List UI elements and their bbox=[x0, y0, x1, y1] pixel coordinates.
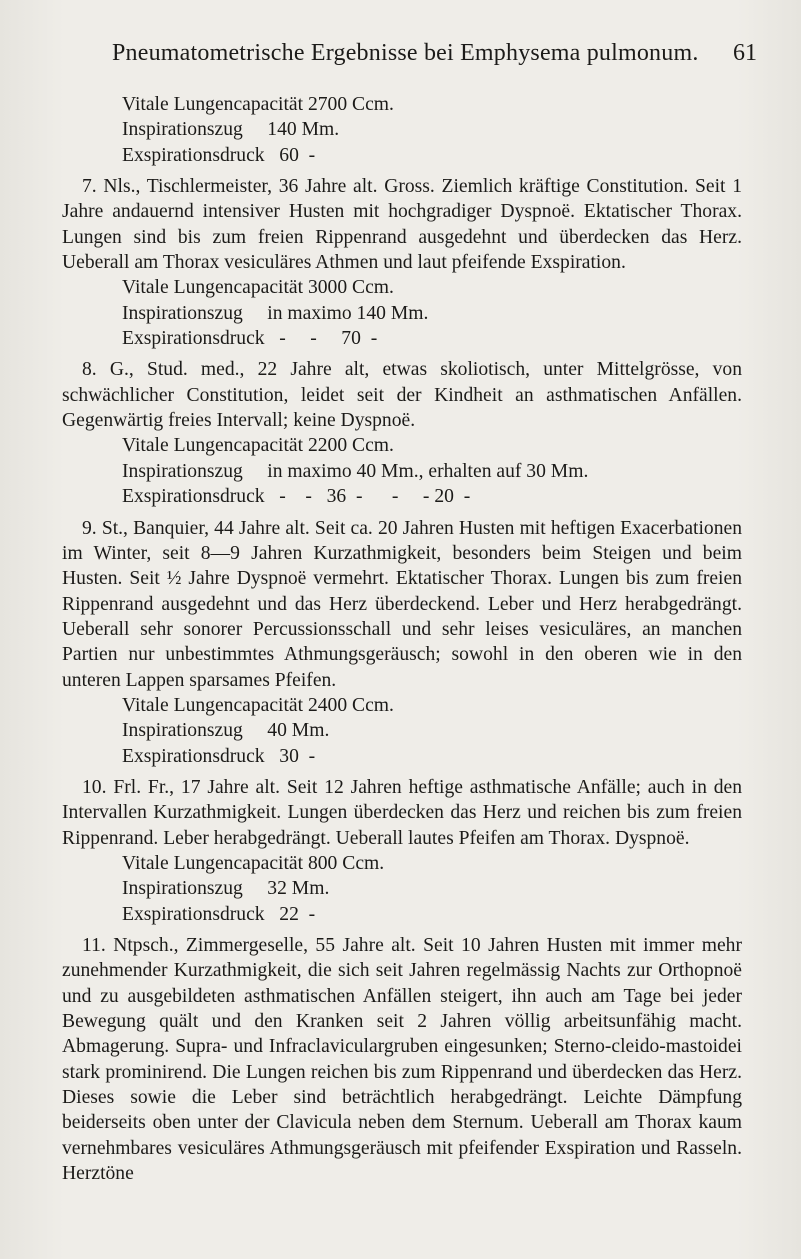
case7-inspiration: Inspirationszug in maximo 140 Mm. bbox=[122, 302, 429, 324]
case11-paragraph: 11. Ntpsch., Zimmergeselle, 55 Jahre alt. Seit 10 Jahren Husten mit immer mehr zunehmender Kurzathmigkeit, die sich seit Jahren regelmässig Nachts zur Orthopnoë und zu ausgebildeten asthmatischen Anfällen steigert, ihn auch am Tage bei jeder Bewegung quält und den Kranken seit 2 Jahren völlig arbeitsunfähig macht. Abmagerung. Supra- und Infraclaviculargruben eingesunken; Sterno-cleido-mastoidei stark prominirend. Die Lungen reichen bis zum Rippenrand und überdecken das Herz. Dieses sowie die Leber sind beträchtlich herabgedrängt. Leichte Dämpfung beiderseits oben unter der Clavicula neben dem Sternum. Ueberall am Thorax kaum vernehmbares vesiculäres Athmungsgeräusch mit pfeifender Exspiration und Rasseln. Herztöne bbox=[62, 935, 742, 1185]
case9-vital-capacity: Vitale Lungencapacität 2400 Ccm. bbox=[122, 694, 394, 716]
case8-paragraph: 8. G., Stud. med., 22 Jahre alt, etwas skoliotisch, unter Mittelgrösse, von schwächlicher Constitution, leidet seit der Kindheit an asthmatischen Anfällen. Gegenwärtig freies Intervall; keine Dyspnoë. bbox=[62, 359, 742, 432]
case10-expiration: Exspirationsdruck 22 - bbox=[122, 903, 316, 925]
case8-vital-capacity: Vitale Lungencapacität 2200 Ccm. bbox=[122, 435, 394, 457]
running-header bbox=[112, 40, 757, 72]
case10-vital-capacity: Vitale Lungencapacität 800 Ccm. bbox=[122, 852, 385, 874]
case6-vital-capacity: Vitale Lungencapacität 2700 Ccm. bbox=[122, 94, 394, 115]
case10-inspiration: Inspirationszug 32 Mm. bbox=[122, 878, 330, 900]
case7-vital-capacity: Vitale Lungencapacität 3000 Ccm. bbox=[122, 277, 394, 299]
case10-paragraph: 10. Frl. Fr., 17 Jahre alt. Seit 12 Jahren heftige asthmatische Anfälle; auch in den Intervallen Kurzathmigkeit. Lungen überdecken das Herz und reichen bis zum freien Rippenrand. Leber herabgedrängt. Ueberall lautes Pfeifen am Thorax. Dyspnoë. bbox=[62, 776, 742, 849]
case9-inspiration: Inspirationszug 40 Mm. bbox=[122, 720, 330, 742]
case9-paragraph: 9. St., Banquier, 44 Jahre alt. Seit ca. 20 Jahren Husten mit heftigen Exacerbationen im Winter, seit 8—9 Jahren Kurzathmigkeit, besonders beim Steigen und beim Husten. Seit ½ Jahre Dyspnoë vermehrt. Ektatischer Thorax. Lungen bis zum freien Rippenrand ausgedehnt und das Herz überdeckend. Leber und Herz herabgedrängt. Ueberall sehr sonorer Percussionsschall und sehr leises vesiculäres, an manchen Partien nur unbestimmtes Athmungsgeräusch; sowohl in den oberen wie in den unteren Lappen sparsames Pfeifen. bbox=[62, 517, 742, 691]
case6-inspiration: Inspirationszug 140 Mm. bbox=[122, 119, 340, 141]
running-title: Pneumatometrische Ergebnisse bei Emphysema pulmonum. bbox=[112, 40, 699, 66]
case8-inspiration: Inspirationszug in maximo 40 Mm., erhalten auf 30 Mm. bbox=[122, 460, 589, 482]
page-number: 61 bbox=[733, 40, 757, 66]
case6-expiration: Exspirationsdruck 60 - bbox=[122, 144, 316, 166]
case7-paragraph: 7. Nls., Tischlermeister, 36 Jahre alt. Gross. Ziemlich kräftige Constitution. Seit 1 Jahre andauernd intensiver Husten mit hochgradiger Dyspnoë. Ektatischer Thorax. Lungen sind bis zum freien Rippenrand ausgedehnt und überdecken das Herz. Ueberall am Thorax vesiculäres Athmen und laut pfeifende Exspiration. bbox=[62, 176, 742, 274]
case8-expiration: Exspirationsdruck - - 36 - - - 20 - bbox=[122, 486, 471, 508]
case9-expiration: Exspirationsdruck 30 - bbox=[122, 745, 316, 767]
body-text bbox=[62, 92, 742, 1186]
case7-expiration: Exspirationsdruck - - 70 - bbox=[122, 328, 378, 350]
